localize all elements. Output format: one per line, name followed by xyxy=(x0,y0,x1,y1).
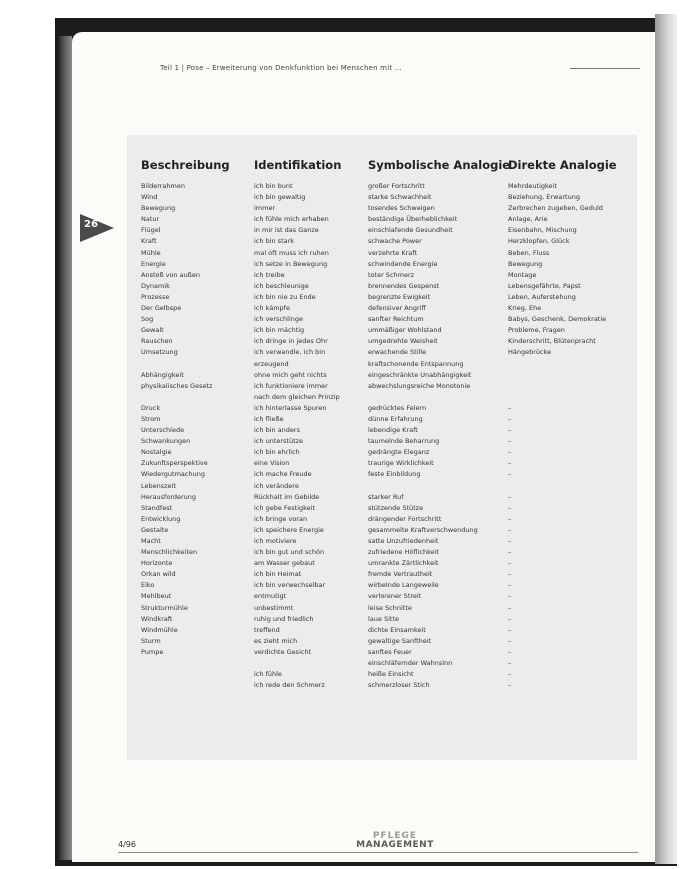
table-cell-beschreibung: Windkraft xyxy=(141,614,173,623)
table-cell-direkt: Hängebrücke xyxy=(508,348,552,357)
table-cell-beschreibung: physikalisches Gesetz xyxy=(141,381,213,390)
table-cell-symbolisch: taumelnde Beharrung xyxy=(368,437,440,446)
table-cell-direkt: – xyxy=(508,503,512,512)
table-cell-identifikation: es zieht mich xyxy=(254,636,298,645)
table-cell-beschreibung: Lebenszeit xyxy=(141,481,176,490)
table-cell-identifikation: ich bin Heimat xyxy=(254,570,302,579)
table-cell-beschreibung: Mehlbeut xyxy=(141,592,172,601)
table-cell-beschreibung: Gestalte xyxy=(141,525,169,534)
table-cell-direkt: – xyxy=(508,603,512,612)
table-cell-direkt: – xyxy=(508,459,512,468)
table-cell-beschreibung: Flügel xyxy=(141,226,161,235)
table-cell-symbolisch: erwachende Stille xyxy=(368,348,427,357)
table-cell-direkt: Kinderschritt, Blütenpracht xyxy=(508,337,596,346)
table-cell-direkt: – xyxy=(508,670,512,679)
table-cell-direkt xyxy=(508,481,630,492)
table-cell-beschreibung: Wind xyxy=(141,193,158,202)
running-header: Teil 1 | Pose – Erweiterung von Denkfunktion bei Menschen mit ... xyxy=(160,64,402,72)
table-cell-direkt: – xyxy=(508,525,512,534)
table-cell-beschreibung xyxy=(141,359,241,370)
table-cell-direkt xyxy=(508,370,630,381)
table-cell-direkt: – xyxy=(508,437,512,446)
table-cell-direkt: Leben, Auferstehung xyxy=(508,292,576,301)
table-cell-identifikation: treffend xyxy=(254,625,280,634)
table-cell-beschreibung: Eiko xyxy=(141,581,155,590)
table-cell-direkt: – xyxy=(508,592,512,601)
table-cell-identifikation: ich setze in Bewegung xyxy=(254,259,328,268)
table-cell-identifikation: ruhig und friedlich xyxy=(254,614,314,623)
table-cell-beschreibung: Herausforderung xyxy=(141,492,197,501)
table-cell-direkt: Lebensgefährte, Papst xyxy=(508,281,581,290)
table-cell-identifikation: ich fließe xyxy=(254,414,284,423)
table-cell-direkt: Beziehung, Erwartung xyxy=(508,193,580,202)
table-cell-beschreibung: Dynamik xyxy=(141,281,170,290)
table-cell-direkt: Eisenbahn, Mischung xyxy=(508,226,577,235)
table-cell-direkt: – xyxy=(508,448,512,457)
table-cell-beschreibung: Wiedergutmachung xyxy=(141,470,205,479)
table-cell-symbolisch: laue Sitte xyxy=(368,614,400,623)
table-cell-symbolisch: satte Unzufriedenheit xyxy=(368,537,439,545)
table-cell-identifikation: ich bin gut und schön xyxy=(254,548,325,557)
table-cell-beschreibung: Orkan wild xyxy=(141,570,176,579)
column-symbolische-analogie xyxy=(368,181,500,691)
table-cell-symbolisch: wirbelnde Langeweile xyxy=(368,581,439,590)
table-cell-beschreibung: Nostalgie xyxy=(141,448,172,457)
table-cell-beschreibung: Entwicklung xyxy=(141,514,181,523)
issue-number: 4/96 xyxy=(118,840,136,849)
table-cell-direkt: Zerbrechen zugeben, Geduld xyxy=(508,204,603,213)
table-cell-symbolisch: schmerzloser Stich xyxy=(368,681,430,690)
table-cell-direkt: Babys, Geschenk, Demokratie xyxy=(508,315,607,324)
table-cell-symbolisch: gedrängte Eleganz xyxy=(368,448,430,457)
table-cell-direkt: – xyxy=(508,492,512,501)
table-cell-beschreibung: Pumpe xyxy=(141,647,164,656)
table-cell-direkt: Bewegung xyxy=(508,259,543,268)
table-cell-identifikation: ich bin gewaltig xyxy=(254,193,306,202)
table-cell-direkt: – xyxy=(508,614,512,623)
table-cell-symbolisch: abwechslungsreiche Monotonie xyxy=(368,381,471,390)
table-cell-symbolisch: verlorener Streit xyxy=(368,592,422,601)
table-cell-direkt: – xyxy=(508,659,512,668)
table-cell-symbolisch: zufriedene Höflichkeit xyxy=(368,548,439,557)
table-cell-identifikation: ich hinterlasse Spuren xyxy=(254,403,327,412)
table-cell-beschreibung: Zukunftsperspektive xyxy=(141,459,208,468)
column-identifikation xyxy=(254,181,362,691)
table-cell-symbolisch: starker Ruf xyxy=(368,492,404,501)
table-cell-symbolisch: schwindende Energie xyxy=(368,259,438,268)
table-cell-symbolisch: stützende Stütze xyxy=(368,503,424,512)
book-spine xyxy=(58,36,72,860)
table-cell-beschreibung: Druck xyxy=(141,403,161,412)
table-cell-direkt xyxy=(508,359,630,370)
table-cell-beschreibung: Rauschen xyxy=(141,337,173,346)
table-cell-symbolisch: verzehrte Kraft xyxy=(368,248,417,257)
table-cell-symbolisch: defensiver Angriff xyxy=(368,304,426,313)
table-cell-direkt: Montage xyxy=(508,270,537,279)
table-cell-identifikation: in mir ist das Ganze xyxy=(254,226,319,235)
logo-bottom-text: MANAGEMENT xyxy=(356,840,434,850)
table-cell-identifikation: ich bringe voran xyxy=(254,514,308,523)
table-cell-symbolisch: lebendige Kraft xyxy=(368,426,418,435)
table-cell-symbolisch: brennendes Gespenst xyxy=(368,281,440,290)
table-cell-symbolisch: dichte Einsamkeit xyxy=(368,625,426,634)
table-cell-beschreibung: Gewalt xyxy=(141,326,164,335)
table-cell-identifikation: ich bin mächtig xyxy=(254,326,305,335)
table-cell-beschreibung: Kraft xyxy=(141,237,157,246)
table-cell-direkt: – xyxy=(508,426,512,435)
table-cell-beschreibung: Anstoß von außen xyxy=(141,270,200,279)
table-cell-identifikation: ich dringe in jedes Ohr xyxy=(254,337,328,346)
table-cell-direkt: – xyxy=(508,470,512,479)
table-cell-identifikation xyxy=(254,658,362,669)
table-cell-direkt: Probleme, Fragen xyxy=(508,326,565,335)
table-cell-symbolisch: toter Schmerz xyxy=(368,270,415,279)
table-cell-symbolisch: tosendes Schweigen xyxy=(368,204,435,213)
footer-rule xyxy=(118,852,638,853)
table-cell-symbolisch xyxy=(368,481,500,492)
table-cell-beschreibung: Umsetzung xyxy=(141,348,178,357)
table-cell-direkt: – xyxy=(508,548,512,557)
table-cell-direkt: – xyxy=(508,414,512,423)
table-cell-direkt: – xyxy=(508,625,512,634)
table-cell-identifikation: ich bin ehrlich xyxy=(254,448,300,457)
table-cell-identifikation: ich treibe xyxy=(254,270,285,279)
table-cell-direkt: – xyxy=(508,681,512,690)
table-cell-direkt: – xyxy=(508,559,512,568)
table-cell-symbolisch: traurige Wirklichkeit xyxy=(368,459,434,468)
table-cell-identifikation: ich speichere Energie xyxy=(254,525,324,534)
table-cell-identifikation: Rückhalt im Gebilde xyxy=(254,492,320,501)
table-cell-symbolisch: gesammelte Kraftverschwendung xyxy=(368,525,478,534)
table-cell-symbolisch: gewaltige Sanftheit xyxy=(368,636,432,645)
header-rule xyxy=(570,68,640,69)
table-cell-identifikation: nach dem gleichen Prinzip xyxy=(254,392,340,401)
table-cell-beschreibung xyxy=(141,669,241,680)
table-cell-identifikation: ich bin anders xyxy=(254,426,300,435)
table-cell-identifikation: entmutigt xyxy=(254,592,287,601)
table-cell-identifikation: ich verwandle, ich bin xyxy=(254,348,326,357)
table-cell-direkt xyxy=(508,392,630,403)
table-cell-symbolisch: gedrücktes Feiern xyxy=(368,403,427,412)
table-cell-symbolisch: umrankte Zärtlichkeit xyxy=(368,559,439,568)
table-cell-symbolisch: großer Fortschritt xyxy=(368,182,425,190)
table-cell-direkt xyxy=(508,381,630,392)
table-cell-identifikation: ich fühle mich erhaben xyxy=(254,215,329,224)
table-cell-identifikation: ich bin bunt xyxy=(254,182,293,190)
table-cell-symbolisch: einschlafende Gesundheit xyxy=(368,226,453,235)
table-cell-symbolisch: feste Einbildung xyxy=(368,470,421,479)
table-cell-beschreibung: Schwankungen xyxy=(141,437,191,446)
table-cell-direkt: – xyxy=(508,636,512,645)
table-cell-identifikation: ich bin nie zu Ende xyxy=(254,292,316,301)
table-cell-beschreibung: Abhängigkeit xyxy=(141,370,184,379)
column-direkte-analogie xyxy=(508,181,630,691)
table-cell-symbolisch: drängender Fortschritt xyxy=(368,514,442,523)
page-edge-shadow xyxy=(655,14,677,864)
table-cell-symbolisch: einschläfernder Wahnsinn xyxy=(368,659,453,668)
table-cell-beschreibung xyxy=(141,658,241,669)
table-cell-beschreibung xyxy=(141,392,241,403)
table-cell-beschreibung: Horizonte xyxy=(141,559,173,568)
table-cell-direkt: – xyxy=(508,403,512,412)
table-cell-symbolisch: starke Schwachheit xyxy=(368,193,432,202)
table-cell-symbolisch: ummäßiger Wohlstand xyxy=(368,326,442,335)
table-cell-beschreibung: Windmühle xyxy=(141,625,178,634)
table-cell-direkt: – xyxy=(508,647,512,656)
table-cell-symbolisch: heiße Einsicht xyxy=(368,670,414,679)
table-cell-beschreibung: Sturm xyxy=(141,636,161,645)
table-cell-identifikation: ich bin verwechselbar xyxy=(254,581,326,590)
table-cell-identifikation: eine Vision xyxy=(254,459,290,468)
table-cell-identifikation: verdichte Gesicht xyxy=(254,647,312,656)
column-header-beschreibung: Beschreibung xyxy=(141,158,230,172)
table-cell-symbolisch: fremde Vertrautheit xyxy=(368,570,433,579)
table-cell-identifikation: ohne mich geht nichts xyxy=(254,370,327,379)
table-cell-beschreibung: Strukturmühle xyxy=(141,603,188,612)
table-cell-direkt: Mehrdeutigkeit xyxy=(508,182,557,190)
table-cell-beschreibung: Mühle xyxy=(141,248,161,257)
column-header-identifikation: Identifikation xyxy=(254,158,342,172)
column-header-symbolische-analogie: Symbolische Analogie xyxy=(368,158,511,172)
table-cell-symbolisch: umgedrehte Weisheit xyxy=(368,337,438,346)
table-cell-identifikation: ich gebe Festigkeit xyxy=(254,503,316,512)
table-cell-identifikation: ich fühle xyxy=(254,670,282,679)
column-header-direkte-analogie: Direkte Analogie xyxy=(508,158,617,172)
table-cell-symbolisch: beständige Überheblichkeit xyxy=(368,215,458,224)
table-cell-identifikation: erzeugend xyxy=(254,359,289,368)
page-tab-number: 26 xyxy=(84,219,98,230)
table-cell-identifikation: ich beschleunige xyxy=(254,281,309,290)
table-cell-identifikation: ich verändere xyxy=(254,481,299,490)
table-cell-symbolisch: dünne Erfahrung xyxy=(368,414,423,423)
table-cell-beschreibung: Unterschiede xyxy=(141,426,185,435)
table-cell-beschreibung: Macht xyxy=(141,537,161,545)
table-cell-identifikation: ich verschlinge xyxy=(254,315,304,324)
table-cell-direkt: Anlage, Arie xyxy=(508,215,548,224)
column-beschreibung xyxy=(141,181,241,680)
table-cell-beschreibung: Strom xyxy=(141,414,161,423)
table-cell-identifikation: ich bin stark xyxy=(254,237,295,246)
table-cell-beschreibung: Standfest xyxy=(141,503,173,512)
table-cell-beschreibung: Der Gelbspe xyxy=(141,304,182,313)
table-cell-direkt: Krieg, Ehe xyxy=(508,304,542,313)
table-cell-direkt: – xyxy=(508,537,512,545)
table-cell-symbolisch: leise Schnitte xyxy=(368,603,412,612)
table-cell-identifikation: ich funktioniere immer xyxy=(254,381,328,390)
table-cell-direkt: – xyxy=(508,581,512,590)
table-cell-beschreibung: Energie xyxy=(141,259,166,268)
table-cell-beschreibung: Sog xyxy=(141,315,154,324)
table-cell-identifikation: ich unterstütze xyxy=(254,437,304,446)
table-cell-symbolisch: sanftes Feuer xyxy=(368,647,412,656)
table-cell-identifikation: ich kämpfe xyxy=(254,304,290,313)
table-cell-symbolisch: sanfter Reichtum xyxy=(368,315,424,324)
table-cell-beschreibung: Bilderrahmen xyxy=(141,182,185,190)
table-cell-identifikation: immer xyxy=(254,204,276,213)
table-cell-identifikation: ich motiviere xyxy=(254,537,297,545)
table-cell-symbolisch xyxy=(368,392,500,403)
table-cell-symbolisch: begrenzte Ewigkeit xyxy=(368,292,431,301)
table-cell-symbolisch: kraftschonende Entspannung xyxy=(368,359,464,368)
table-cell-beschreibung: Prozesse xyxy=(141,292,170,301)
magazine-logo xyxy=(340,832,450,850)
logo-top-text: PFLEGE xyxy=(372,831,418,841)
table-cell-direkt: – xyxy=(508,570,512,579)
table-cell-beschreibung: Bewegung xyxy=(141,204,176,213)
table-cell-identifikation: am Wasser gebaut xyxy=(254,559,315,568)
table-cell-beschreibung: Menschlichkeiten xyxy=(141,548,198,557)
table-cell-beschreibung: Natur xyxy=(141,215,160,224)
table-cell-identifikation: unbestimmt xyxy=(254,603,294,612)
table-cell-identifikation: ich mache Freude xyxy=(254,470,312,479)
table-cell-direkt: Herzklopfen, Glück xyxy=(508,237,570,246)
table-cell-direkt: – xyxy=(508,514,512,523)
table-cell-symbolisch: eingeschränkte Unabhängigkeit xyxy=(368,370,472,379)
table-cell-identifikation: mal oft muss ich ruhen xyxy=(254,248,329,257)
table-cell-direkt: Beben, Fluss xyxy=(508,248,550,257)
table-cell-symbolisch: schwache Power xyxy=(368,237,422,246)
table-cell-identifikation: ich rede den Schmerz xyxy=(254,681,325,690)
